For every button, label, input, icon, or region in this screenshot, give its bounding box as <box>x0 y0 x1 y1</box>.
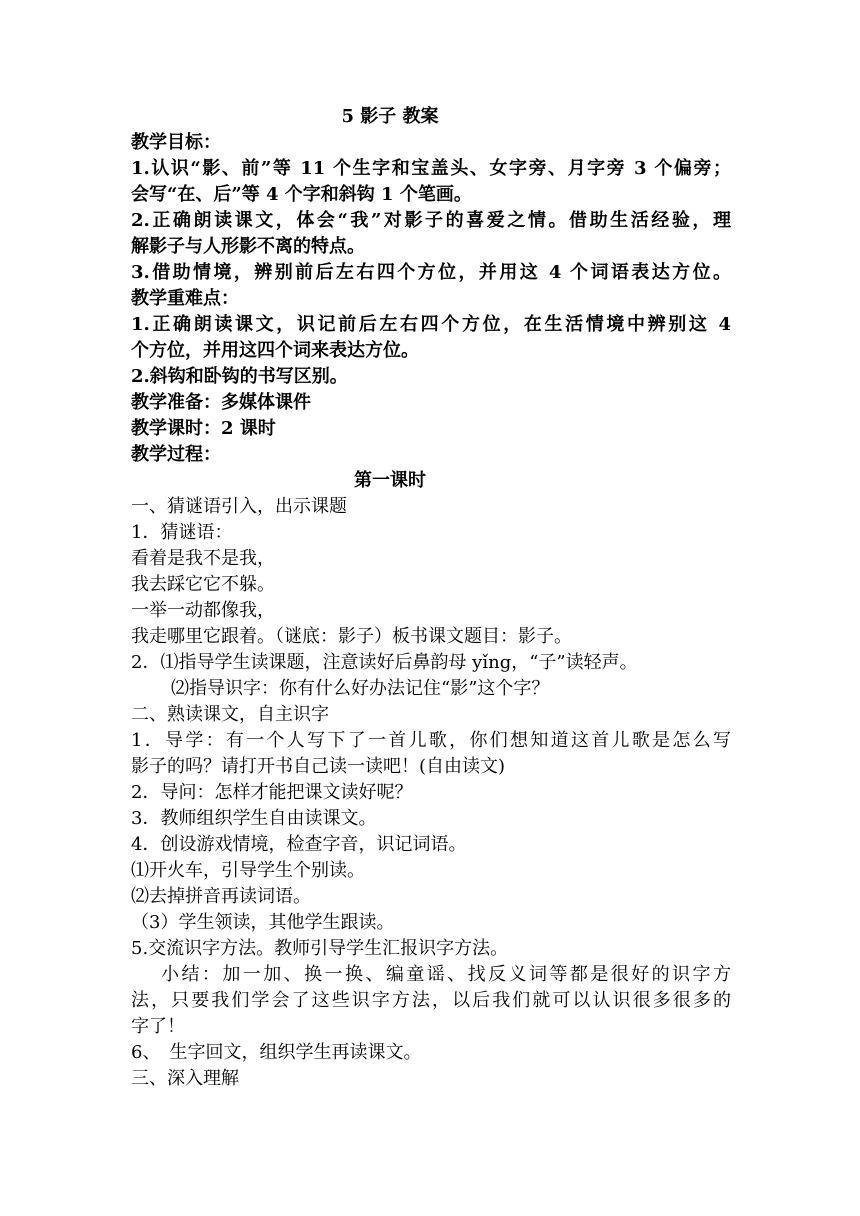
text-line: ⑴开火车，引导学生个别读。 <box>131 860 365 881</box>
text-line: 6、 生字回文，组织学生再读课文。 <box>131 1042 422 1063</box>
text-line: 解影子与人形影不离的特点。 <box>131 236 365 257</box>
text-line: 一举一动都像我， <box>131 600 275 621</box>
text-line: 4．创设游戏情境，检查字音，识记词语。 <box>131 834 467 855</box>
text-line: 法，只要我们学会了这些识字方法，以后我们就可以认识很多很多的 <box>131 990 731 1011</box>
text-line: ⑵指导识字：你有什么好办法记住“影”这个字？ <box>171 678 550 699</box>
text-line: 小结：加一加、换一换、编童谣、找反义词等都是很好的识字方 <box>161 964 731 985</box>
text-line: 2.正确朗读课文，体会“我”对影子的喜爱之情。借助生活经验，理 <box>131 210 731 231</box>
text-line: ⑵去掉拼音再读词语。 <box>131 886 311 907</box>
text-line: 5.交流识字方法。教师引导学生汇报识字方法。 <box>131 938 509 959</box>
text-line: 2．⑴指导学生读课题，注意读好后鼻韵母 yǐng，“子”读轻声。 <box>131 652 638 673</box>
text-line: 3.借助情境，辨别前后左右四个方位，并用这 4 个词语表达方位。 <box>131 262 731 283</box>
lesson-heading: 第一课时 <box>354 470 426 491</box>
text-line: 三、深入理解 <box>131 1068 239 1089</box>
text-line: 我走哪里它跟着。（谜底：影子）板书课文题目：影子。 <box>131 626 572 647</box>
text-line: 1.认识“影、前”等 11 个生字和宝盖头、女字旁、月字旁 3 个偏旁； <box>131 158 731 179</box>
section-heading: 教学课时：2 课时 <box>131 418 276 439</box>
text-line: 个方位，并用这四个词来表达方位。 <box>131 340 419 361</box>
text-line: 1.正确朗读课文，识记前后左右四个方位，在生活情境中辨别这 4 <box>131 314 731 335</box>
text-line: 一、猜谜语引入，出示课题 <box>131 496 347 517</box>
text-line: 2.斜钩和卧钩的书写区别。 <box>131 366 348 387</box>
text-line: 二、熟读课文，自主识字 <box>131 704 329 725</box>
section-heading: 教学准备：多媒体课件 <box>131 392 311 413</box>
section-heading: 教学过程： <box>131 444 221 465</box>
section-heading: 教学重难点： <box>131 288 239 309</box>
document-title: 5 影子 教案 <box>341 106 439 127</box>
text-line: 字了！ <box>131 1016 185 1037</box>
text-line: （3）学生领读，其他学生跟读。 <box>131 912 395 933</box>
text-line: 1．导学：有一个人写下了一首儿歌，你们想知道这首儿歌是怎么写 <box>131 730 731 751</box>
text-line: 我去踩它它不躲。 <box>131 574 275 595</box>
text-line: 3．教师组织学生自由读课文。 <box>131 808 377 829</box>
text-line: 会写“在、后”等 4 个字和斜钩 1 个笔画。 <box>131 184 472 205</box>
text-line: 1．猜谜语： <box>131 522 233 543</box>
text-line: 影子的吗？请打开书自己读一读吧！(自由读文) <box>131 756 506 777</box>
section-heading: 教学目标： <box>131 132 221 153</box>
text-line: 2．导问：怎样才能把课文读好呢？ <box>131 782 413 803</box>
text-line: 看着是我不是我， <box>131 548 275 569</box>
